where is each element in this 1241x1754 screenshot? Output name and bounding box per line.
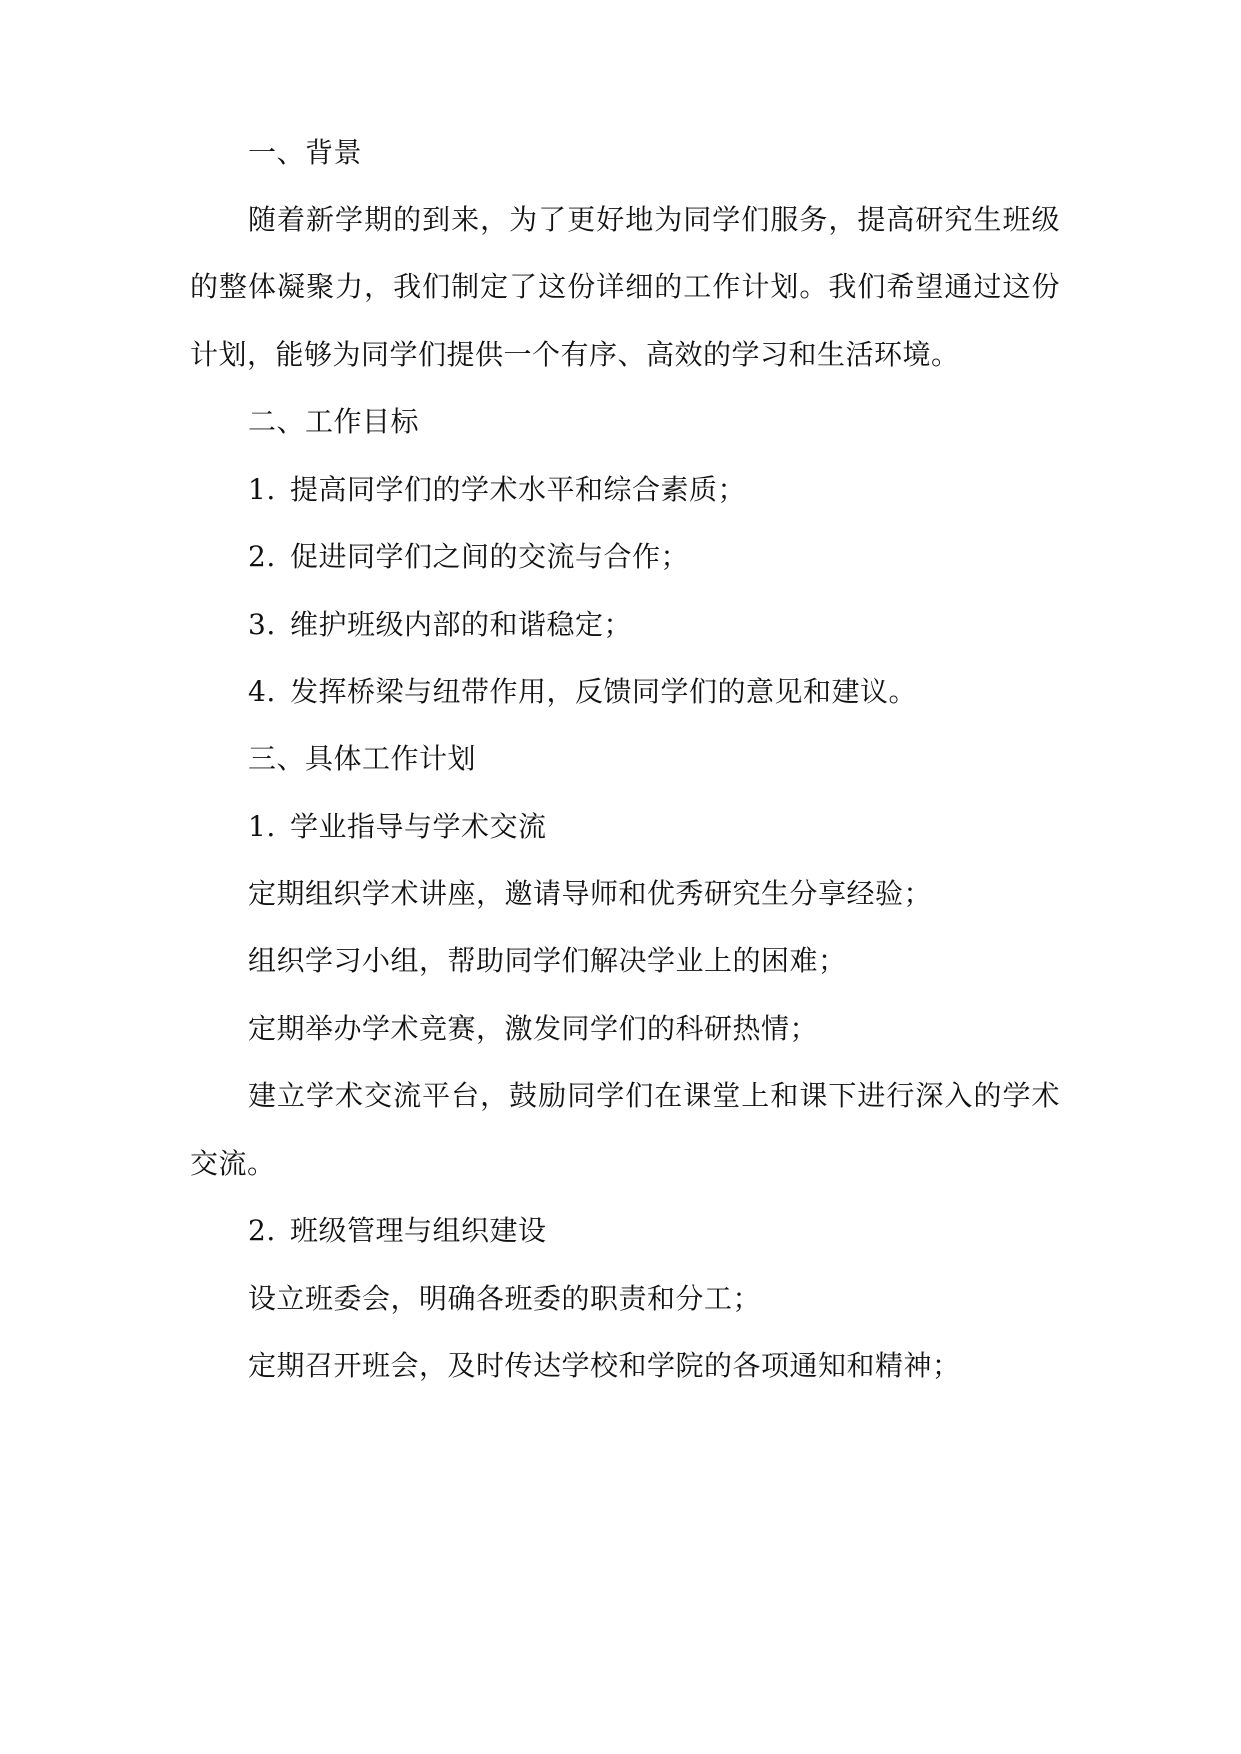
subsection-heading: 2. 班级管理与组织建设: [248, 1214, 547, 1247]
list-item: 1. 提高同学们的学术水平和综合素质；: [248, 473, 747, 506]
paragraph-line: 交流。: [190, 1147, 276, 1180]
paragraph-line: 定期举办学术竞赛，激发同学们的科研热情；: [248, 1012, 819, 1045]
list-item: 2. 促进同学们之间的交流与合作；: [248, 540, 690, 573]
paragraph-line: 设立班委会，明确各班委的职责和分工；: [248, 1282, 762, 1315]
paragraph-line: 组织学习小组，帮助同学们解决学业上的困难；: [248, 944, 847, 977]
section-heading-plan: 三、具体工作计划: [248, 742, 477, 775]
list-item: 4. 发挥桥梁与纽带作用，反馈同学们的意见和建议。: [248, 675, 918, 708]
paragraph-line: 定期召开班会，及时传达学校和学院的各项通知和精神；: [248, 1349, 961, 1382]
paragraph-line: 建立学术交流平台，鼓励同学们在课堂上和课下进行深入的学术: [248, 1079, 1060, 1112]
list-item: 3. 维护班级内部的和谐稳定；: [248, 608, 633, 641]
paragraph-line: 定期组织学术讲座，邀请导师和优秀研究生分享经验；: [248, 877, 933, 910]
section-heading-background: 一、背景: [248, 136, 363, 169]
section-heading-goals: 二、工作目标: [248, 405, 420, 438]
paragraph-line: 的整体凝聚力，我们制定了这份详细的工作计划。我们希望通过这份: [190, 270, 1060, 303]
paragraph-line: 随着新学期的到来，为了更好地为同学们服务，提高研究生班级: [248, 203, 1060, 236]
paragraph-line: 计划，能够为同学们提供一个有序、高效的学习和生活环境。: [190, 338, 960, 371]
subsection-heading: 1. 学业指导与学术交流: [248, 810, 547, 843]
